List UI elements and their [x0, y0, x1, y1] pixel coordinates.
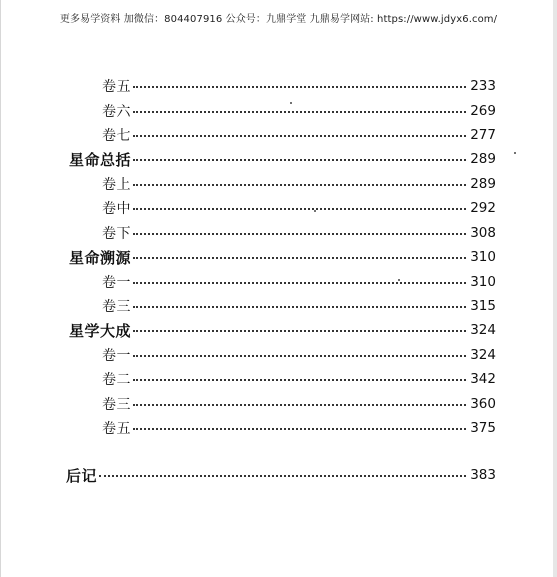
toc-dot-leader — [133, 257, 466, 259]
toc-entry[interactable] — [102, 125, 496, 145]
toc-dot-leader — [133, 111, 466, 113]
scan-speck — [314, 210, 316, 212]
toc-entry[interactable] — [102, 76, 496, 96]
toc-section-heading[interactable] — [69, 149, 496, 169]
scan-speck — [514, 152, 516, 154]
page-header-watermark: 更多易学资料 加微信：804407916 公众号：九鼎学堂 九鼎易学网站: https://www.jdyx6.com/ — [59, 14, 498, 25]
toc-entry-page: 308 — [470, 225, 496, 241]
toc-dot-leader — [133, 208, 466, 210]
toc-dot-leader — [133, 135, 466, 137]
toc-section-label: 星命总括 — [69, 150, 132, 169]
toc-dot-leader — [133, 306, 466, 308]
toc-entry-page: 310 — [470, 274, 496, 290]
toc-dot-leader — [133, 86, 466, 88]
toc-entry-page: 383 — [470, 467, 496, 483]
toc-dot-leader — [133, 282, 466, 284]
toc-entry-page: 315 — [470, 298, 496, 314]
toc-entry-page: 324 — [470, 322, 496, 338]
toc-entry-page: 324 — [470, 347, 496, 363]
toc-section-label: 后记 — [66, 466, 98, 485]
toc-entry-label: 卷六 — [102, 104, 131, 120]
toc-entry-label: 卷下 — [102, 226, 131, 242]
toc-section-heading[interactable] — [69, 247, 496, 267]
toc-entry-label: 卷上 — [102, 177, 131, 193]
scan-speck — [398, 279, 400, 281]
toc-entry[interactable] — [102, 296, 496, 316]
toc-entry-label: 卷中 — [102, 201, 131, 217]
toc-entry[interactable] — [102, 272, 496, 292]
toc-entry-label: 卷二 — [102, 372, 131, 388]
toc-entry-page: 289 — [470, 176, 496, 192]
toc-entry-page: 277 — [470, 127, 496, 143]
toc-entry-page: 342 — [470, 371, 496, 387]
toc-section-label: 星学大成 — [69, 321, 132, 340]
toc-dot-leader — [133, 159, 466, 161]
toc-entry-label: 卷三 — [102, 397, 131, 413]
toc-entry[interactable] — [102, 101, 496, 121]
toc-entry[interactable] — [102, 223, 496, 243]
toc-entry[interactable] — [102, 394, 496, 414]
toc-entry-label: 卷一 — [102, 275, 131, 291]
toc-entry-page: 289 — [470, 151, 496, 167]
toc-section-label: 星命溯源 — [69, 248, 132, 267]
toc-entry[interactable] — [102, 418, 496, 438]
toc-entry[interactable] — [102, 174, 496, 194]
toc-entry-label: 卷五 — [102, 79, 131, 95]
toc-dot-leader — [133, 404, 466, 406]
toc-section-heading[interactable] — [69, 320, 496, 340]
toc-entry[interactable] — [102, 345, 496, 365]
toc-dot-leader — [99, 475, 466, 477]
toc-dot-leader — [133, 379, 466, 381]
toc-section-heading[interactable] — [66, 465, 496, 485]
toc-entry-label: 卷五 — [102, 421, 131, 437]
toc-entry-page: 233 — [470, 78, 496, 94]
toc-entry[interactable] — [102, 369, 496, 389]
toc-dot-leader — [133, 233, 466, 235]
toc-entry[interactable] — [102, 198, 496, 218]
toc-dot-leader — [133, 428, 466, 430]
toc-entry-label: 卷三 — [102, 299, 131, 315]
toc-dot-leader — [133, 355, 466, 357]
toc-entry-page: 360 — [470, 396, 496, 412]
toc-entry-page: 310 — [470, 249, 496, 265]
toc-dot-leader — [133, 184, 466, 186]
toc-dot-leader — [133, 330, 466, 332]
toc-entry-page: 292 — [470, 200, 496, 216]
toc-entry-page: 269 — [470, 103, 496, 119]
toc-entry-label: 卷七 — [102, 128, 131, 144]
toc-entry-page: 375 — [470, 420, 496, 436]
scan-speck — [290, 102, 292, 104]
toc-entry-label: 卷一 — [102, 348, 131, 364]
